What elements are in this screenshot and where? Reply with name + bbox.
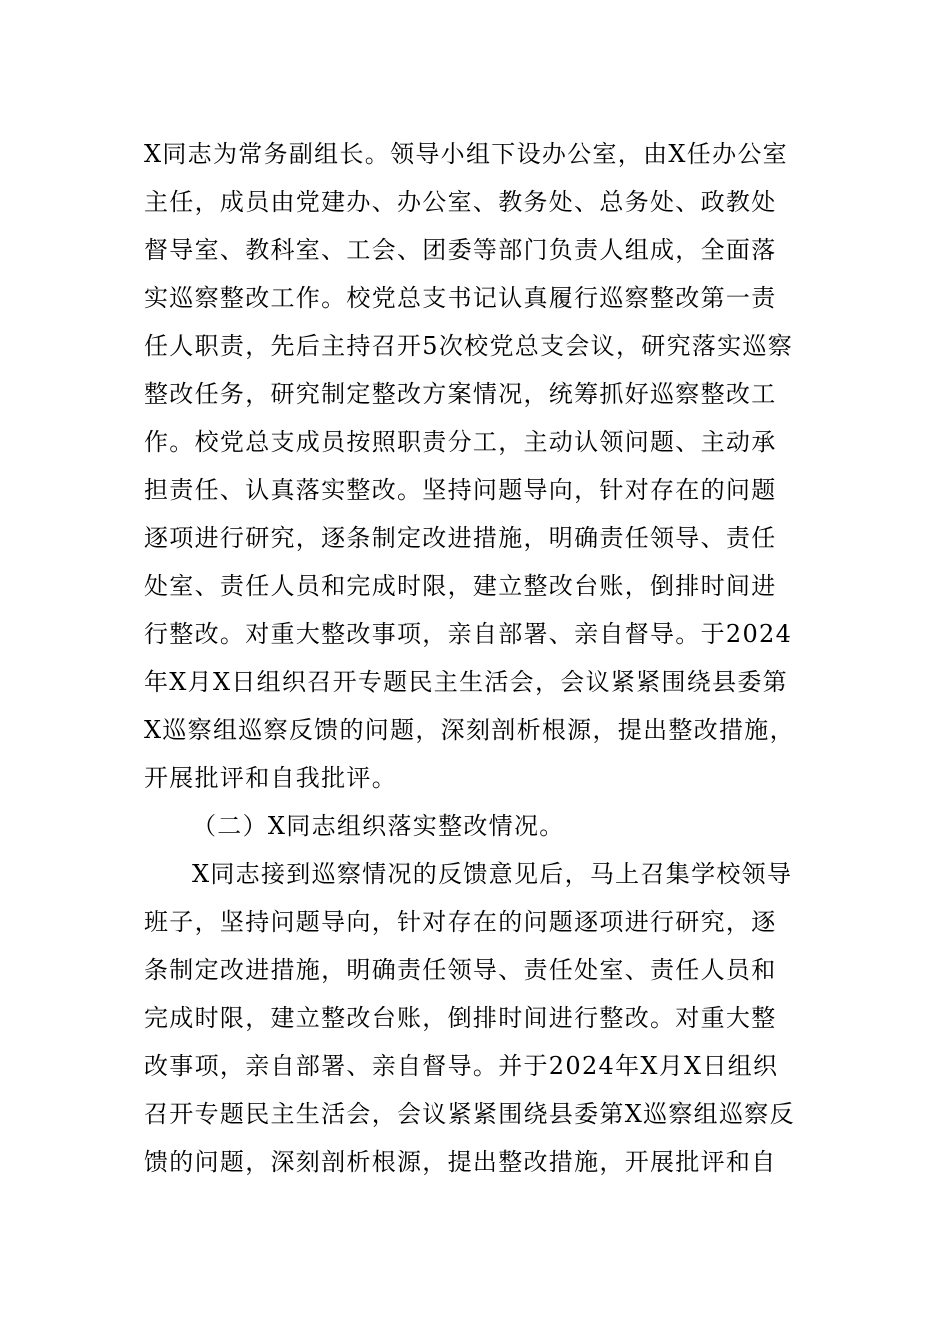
text-line: 开展批评和自我批评。: [144, 764, 397, 792]
text-line: 条制定改进措施，明确责任领导、责任处室、责任人员和: [144, 956, 777, 984]
text-line: 实巡察整改工作。校党总支书记认真履行巡察整改第一责: [144, 284, 777, 312]
text-line: 作。校党总支成员按照职责分工，主动认领问题、主动承: [144, 428, 777, 456]
text-line: 整改任务，研究制定整改方案情况，统筹抓好巡察整改工: [144, 380, 777, 408]
section-heading: （二）X同志组织落实整改情况。: [192, 812, 565, 840]
text-line: 任人职责，先后主持召开5次校党总支会议，研究落实巡察: [144, 332, 794, 360]
text-line: 年X月X日组织召开专题民主生活会，会议紧紧围绕县委第: [144, 668, 788, 696]
text-line: 逐项进行研究，逐条制定改进措施，明确责任领导、责任: [144, 524, 777, 552]
text-line: 馈的问题，深刻剖析根源，提出整改措施，开展批评和自: [144, 1148, 777, 1176]
text-line: 改事项，亲自部署、亲自督导。并于2024年X月X日组织: [144, 1052, 779, 1080]
text-line: X同志为常务副组长。领导小组下设办公室，由X任办公室: [144, 140, 788, 168]
text-line: 处室、责任人员和完成时限，建立整改台账，倒排时间进: [144, 572, 777, 600]
text-line: 班子，坚持问题导向，针对存在的问题逐项进行研究，逐: [144, 908, 777, 936]
text-line: 担责任、认真落实整改。坚持问题导向，针对存在的问题: [144, 476, 777, 504]
text-line: 完成时限，建立整改台账，倒排时间进行整改。对重大整: [144, 1004, 777, 1032]
text-line: 行整改。对重大整改事项，亲自部署、亲自督导。于2024: [144, 620, 793, 648]
text-line: 主任，成员由党建办、办公室、教务处、总务处、政教处: [144, 188, 777, 216]
document-body: [144, 130, 809, 1186]
paragraph-first-line: X同志接到巡察情况的反馈意见后，马上召集学校领导: [192, 860, 793, 888]
text-line: X巡察组巡察反馈的问题，深刻剖析根源，提出整改措施，: [144, 716, 795, 744]
text-line: 召开专题民主生活会，会议紧紧围绕县委第X巡察组巡察反: [144, 1100, 795, 1128]
text-line: 督导室、教科室、工会、团委等部门负责人组成，全面落: [144, 236, 777, 264]
